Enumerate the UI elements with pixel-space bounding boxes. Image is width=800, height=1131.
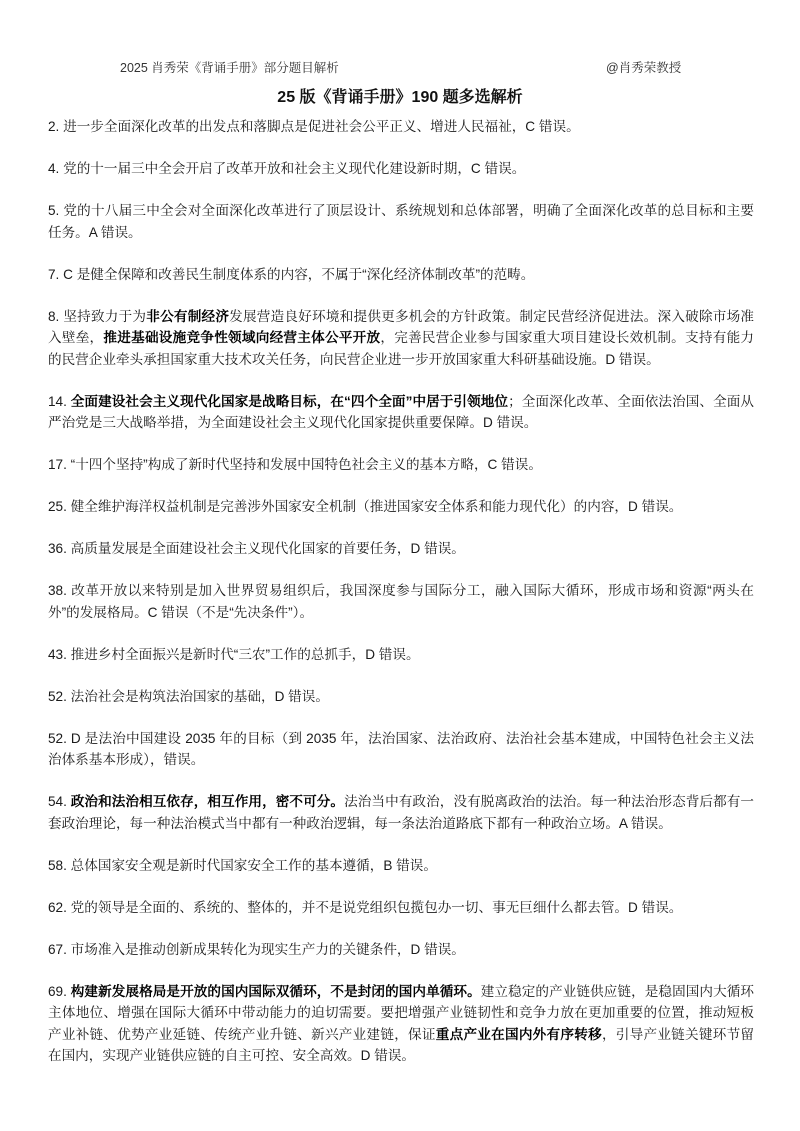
header-author: @肖秀荣教授 xyxy=(606,61,682,75)
paragraph-text: 14. xyxy=(48,393,71,409)
paragraph-text: 4. 党的十一届三中全会开启了改革开放和社会主义现代化建设新时期，C 错误。 xyxy=(48,161,526,176)
answer-paragraph xyxy=(48,264,754,286)
paragraph-text: 25. 健全维护海洋权益机制是完善涉外国家安全机制（推进国家安全体系和能力现代化）的内容，D 错误。 xyxy=(48,499,683,514)
answer-paragraph xyxy=(48,200,754,243)
paragraph-text: ；全面深化改革、全面依法治国、全面从严治党是三大战略举措，为全面建设社会主义现代化国家提供重要保障。D 错误。 xyxy=(48,393,754,430)
answer-paragraph xyxy=(48,939,754,961)
paragraph-text: 7. C 是健全保障和改善民生制度体系的内容，不属于“深化经济体制改革”的范畴。 xyxy=(48,266,535,282)
bold-emphasis-text: 非公有制经济 xyxy=(146,308,230,324)
paragraph-text: 5. 党的十八届三中全会对全面深化改革进行了顶层设计、系统规划和总体部署，明确了全面深化改革的总目标和主要任务。A 错误。 xyxy=(48,203,754,240)
paragraph-text: 67. 市场准入是推动创新成果转化为现实生产力的关键条件，D 错误。 xyxy=(48,941,465,957)
paragraph-text: 法治当中有政治，没有脱离政治的法治。每一种法治形态背后都有一套政治理论，每一种法治模式当中都有一种政治逻辑，每一条法治道路底下都有一种政治立场。A 错误。 xyxy=(48,794,754,831)
answer-paragraph xyxy=(48,538,754,560)
answer-paragraph xyxy=(48,791,754,834)
bold-emphasis-text: 构建新发展格局是开放的国内国际双循环，不是封闭的国内单循环。 xyxy=(70,983,481,999)
answer-paragraph xyxy=(48,158,754,180)
answer-paragraph xyxy=(48,391,754,434)
paragraph-text: ，完善民营企业参与国家重大项目建设长效机制。支持有能力的民营企业牵头承担国家重大技术攻关任务，向民营企业进一步开放国家重大科研基础设施。D 错误。 xyxy=(48,330,755,367)
paragraph-text: 2. 进一步全面深化改革的出发点和落脚点是促进社会公平正义、增进人民福祉，C 错误。 xyxy=(48,119,580,134)
document-body xyxy=(48,116,754,1087)
paragraph-text: 8. 坚持致力于为 xyxy=(48,308,147,324)
answer-paragraph xyxy=(48,306,754,371)
paragraph-text: 62. 党的领导是全面的、系统的、整体的，并不是说党组织包揽包办一切、事无巨细什么都去管。D 错误。 xyxy=(48,899,683,915)
answer-paragraph xyxy=(48,728,754,771)
bold-emphasis-text: 推进基础设施竞争性领域向经营主体公平开放 xyxy=(103,330,381,345)
paragraph-text: 38. 改革开放以来特别是加入世界贸易组织后，我国深度参与国际分工，融入国际大循环，形成市场和资源“两头在外”的发展格局。C 错误（不是“先决条件”）。 xyxy=(48,583,754,620)
bold-emphasis-text: 重点产业在国内外有序转移 xyxy=(435,1026,602,1042)
paragraph-text: 36. 高质量发展是全面建设社会主义现代化国家的首要任务，D 错误。 xyxy=(48,541,465,556)
paragraph-text: ，引导产业链关键环节留在国内，实现产业链供应链的自主可控、安全高效。D 错误。 xyxy=(48,1026,755,1063)
answer-paragraph xyxy=(48,855,754,877)
paragraph-text: 52. D 是法治中国建设 2035 年的目标（到 2035 年，法治国家、法治政府、法治社会基本建成，中国特色社会主义法治体系基本形成），错误。 xyxy=(48,730,754,767)
answer-paragraph xyxy=(48,454,754,476)
paragraph-text: 58. 总体国家安全观是新时代国家安全工作的基本遵循，B 错误。 xyxy=(48,857,437,873)
paragraph-text: 43. 推进乡村全面振兴是新时代“三农”工作的总抓手，D 错误。 xyxy=(48,646,420,662)
paragraph-text: 发展营造良好环境和提供更多机会的方针政策。制定民营经济促进法。深入破除市场准入壁垒， xyxy=(48,308,754,345)
paragraph-text: 54. xyxy=(48,794,71,809)
answer-paragraph xyxy=(48,496,754,518)
answer-paragraph xyxy=(48,897,754,919)
paragraph-text: 17. “十四个坚持”构成了新时代坚持和发展中国特色社会主义的基本方略，C 错误。 xyxy=(48,457,542,472)
bold-emphasis-text: 政治和法治相互依存，相互作用，密不可分。 xyxy=(70,794,345,809)
answer-paragraph xyxy=(48,580,754,623)
paragraph-text: 69. xyxy=(48,983,71,999)
answer-paragraph xyxy=(48,686,754,708)
header-document-title: 2025 肖秀荣《背诵手册》部分题目解析 xyxy=(120,61,339,75)
paragraph-text: 建立稳定的产业链供应链，是稳固国内大循环主体地位、增强在国际大循环中带动能力的迫切需要。要把增强产业链韧性和竞争力放在更加重要的位置，推动短板产业补链、优势产业延链、传统产业升链、新兴产业建链，保证 xyxy=(48,983,755,1042)
answer-paragraph xyxy=(48,981,754,1067)
page-title: 25 版《背诵手册》190 题多选解析 xyxy=(277,89,523,106)
paragraph-text: 52. 法治社会是构筑法治国家的基础，D 错误。 xyxy=(48,688,329,704)
answer-paragraph xyxy=(48,644,754,666)
answer-paragraph xyxy=(48,116,754,138)
bold-emphasis-text: 全面建设社会主义现代化国家是战略目标，在“四个全面”中居于引领地位 xyxy=(70,393,509,409)
